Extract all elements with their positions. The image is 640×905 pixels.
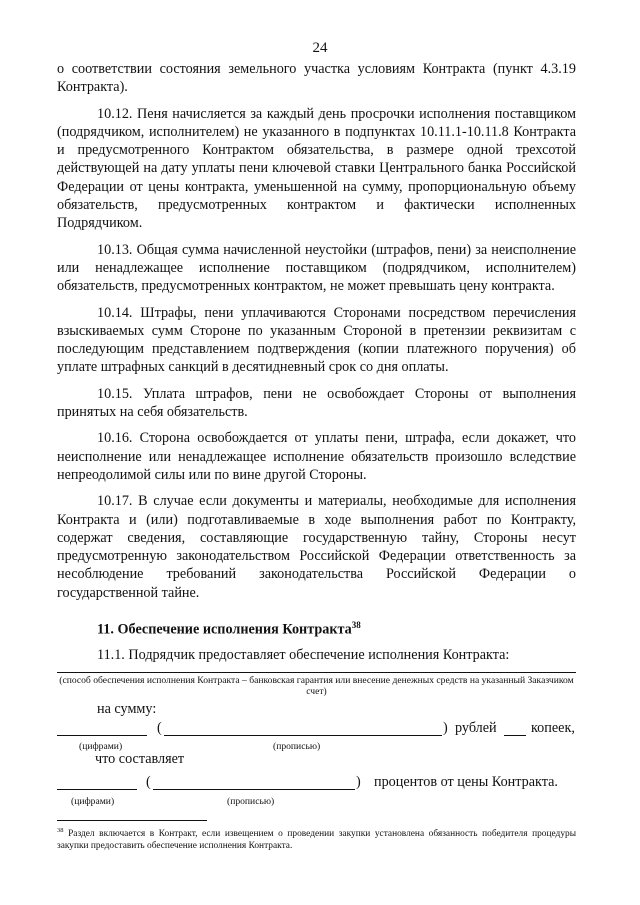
kopecks-label: копеек, xyxy=(531,720,575,737)
amount-row xyxy=(57,719,576,737)
section-title: 11. Обеспечение исполнения Контракта xyxy=(97,621,352,638)
paragraph-10-14: 10.14. Штрафы, пени уплачиваются Сторонами посредством перечисления взыскиваемых сумм Стороне по указанным Стороной в претензии реквизитам с последующим представлением подтверждения (копии платежного поручения) об уплате штрафных санкций в десятидневный срок со дня оплаты. xyxy=(57,304,576,376)
footnote-text: Раздел включается в Контракт, если извещением о проведении закупки установлена обязанность победителя процедуры закупки предоставить обеспечение исполнения Контракта. xyxy=(57,829,576,852)
amount-close-paren: ) xyxy=(443,720,448,737)
paragraph-11-1: 11.1. Подрядчик предоставляет обеспечение исполнения Контракта: xyxy=(97,647,510,664)
percent-row xyxy=(57,773,576,792)
section-heading xyxy=(57,616,576,639)
amount-words-blank xyxy=(164,735,442,736)
percent-digits-blank xyxy=(57,789,137,790)
percent-label: процентов от цены Контракта. xyxy=(374,774,558,791)
percent-words-blank xyxy=(153,789,355,790)
amount-open-paren: ( xyxy=(157,720,162,737)
amount-words-caption: (прописью) xyxy=(273,741,321,753)
amount-label: на сумму: xyxy=(97,701,157,718)
percent-close-paren: ) xyxy=(356,774,361,791)
security-method-blank xyxy=(57,668,576,673)
page-number: 24 xyxy=(312,40,328,56)
security-method-caption: (способ обеспечения исполнения Контракта – банковская гарантия или внесение денежных средств на указанный Заказчиком счет) xyxy=(59,675,574,698)
section-footnote-mark: 38 xyxy=(351,620,361,631)
which-is-label: что составляет xyxy=(95,751,185,768)
amount-digits-blank xyxy=(57,735,147,736)
paragraph-10-12: 10.12. Пеня начисляется за каждый день просрочки исполнения поставщиком (подрядчиком, исполнителем) не указанного в подпунктах 10.11.1-10.11.8 Контракта и предусмотренного Контрактом обязательства, в размере одной трехсотой действующей на дату уплаты пени ключевой ставки Центрального банка Российской Федерации от цены контракта, уменьшенной на сумму, пропорциональную объему обязательств, предусмотренных контрактом и фактически исполненных Подрядчиком. xyxy=(57,105,576,232)
footnote-mark: 38 xyxy=(57,827,64,834)
rubles-label: рублей xyxy=(455,720,497,737)
percent-digits-caption: (цифрами) xyxy=(71,796,115,808)
amount-digits-caption: (цифрами) xyxy=(79,741,123,753)
which-is-row xyxy=(57,750,576,769)
footnote-divider xyxy=(57,820,207,821)
paragraph-10-16: 10.16. Сторона освобождается от уплаты пени, штрафа, если докажет, что неисполнение или ненадлежащее исполнение обязательств произошло вследствие непреодолимой силы или по вине другой Стороны. xyxy=(57,430,576,483)
paragraph-10-15: 10.15. Уплата штрафов, пени не освобождает Стороны от выполнения принятых на себя обязательств. xyxy=(57,385,576,421)
amount-label-row xyxy=(57,700,576,719)
paragraph-continuation: о соответствии состояния земельного участка условиям Контракта (пункт 4.3.19 Контракта). xyxy=(57,61,576,96)
kopecks-blank xyxy=(504,735,526,736)
document-body xyxy=(57,60,576,808)
percent-words-caption: (прописью) xyxy=(227,796,275,808)
paragraph-10-17: 10.17. В случае если документы и материалы, необходимые для исполнения Контракта и (или) подготавливаемые в ходе выполнения работ по Контракту, содержат сведения, составляющие государственную тайну, Стороны несут предусмотренную законодательством Российской Федерации ответственность за несоблюдение требований законодательства Российской Федерации о государственной тайне. xyxy=(57,493,576,601)
percent-open-paren: ( xyxy=(146,774,151,791)
paragraph-10-13: 10.13. Общая сумма начисленной неустойки (штрафов, пени) за неисполнение или ненадлежащее исполнение поставщиком (подрядчиком, исполнителем) обязательств, предусмотренных контрактом, не может превышать цену контракта. xyxy=(57,241,576,295)
percent-captions-row xyxy=(57,792,576,808)
footnote xyxy=(57,825,576,852)
amount-captions-row xyxy=(57,737,576,753)
